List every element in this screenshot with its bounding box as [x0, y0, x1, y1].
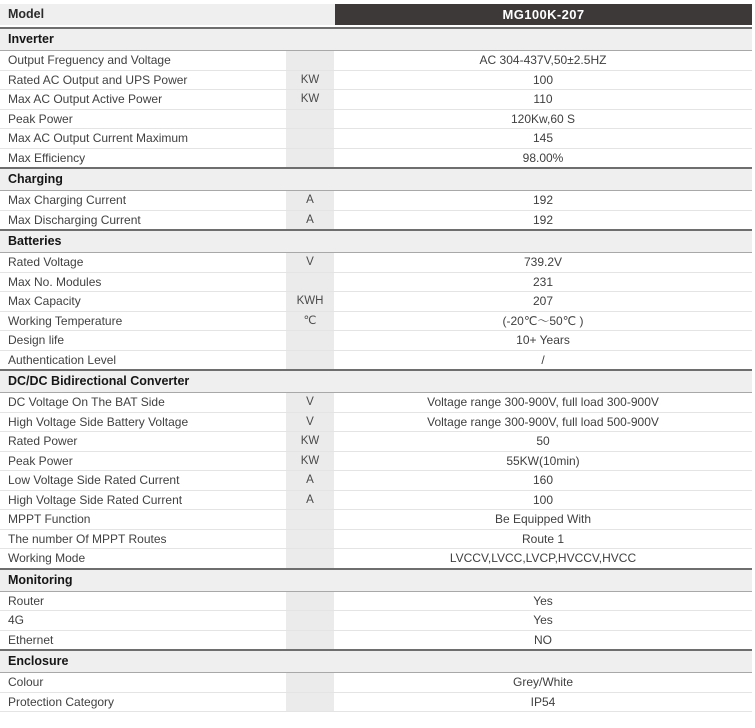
row-label: Colour: [8, 675, 44, 689]
section-rows: [0, 191, 752, 229]
table-row: [0, 273, 752, 293]
row-label: Authentication Level: [8, 352, 117, 367]
row-value: Voltage range 300-900V, full load 300-900V: [427, 395, 659, 409]
table-row: [0, 631, 752, 650]
row-label: Max AC Output Current Maximum: [8, 131, 189, 145]
row-value: Be Equipped With: [494, 512, 592, 526]
table-row: [0, 471, 752, 491]
table-row: [0, 149, 752, 168]
table-row: [0, 530, 752, 550]
row-unit: KWH: [286, 292, 334, 311]
row-value: 55KW(10min): [506, 453, 580, 468]
row-value: 50: [536, 434, 550, 448]
table-row: [0, 129, 752, 149]
sections-container: [0, 27, 752, 712]
row-value: 10+ Years: [516, 333, 570, 347]
model-header-row: [0, 4, 752, 25]
row-label: Peak Power: [8, 111, 73, 126]
row-unit: [286, 110, 334, 129]
row-unit: [286, 693, 334, 712]
row-unit: A: [286, 471, 334, 490]
row-label: Max Charging Current: [8, 193, 127, 207]
table-row: [0, 211, 752, 230]
table-row: [0, 549, 752, 568]
row-unit: KW: [286, 432, 334, 451]
table-row: [0, 90, 752, 110]
section-monitoring: [0, 568, 752, 650]
section-rows: [0, 393, 752, 568]
row-label: Ethernet: [8, 632, 54, 647]
section-batteries: [0, 229, 752, 369]
table-row: [0, 452, 752, 472]
table-row: [0, 393, 752, 413]
row-unit: [286, 351, 334, 370]
row-label: Design life: [8, 333, 65, 347]
row-label: Max No. Modules: [8, 274, 102, 289]
row-label: Router: [8, 593, 45, 608]
row-value: Voltage range 300-900V, full load 500-900V: [427, 414, 659, 429]
table-row: [0, 592, 752, 612]
row-value: (-20℃～50℃ ): [502, 313, 584, 328]
section-inverter: [0, 27, 752, 167]
row-unit: [286, 510, 334, 529]
table-row: [0, 191, 752, 211]
row-value: 110: [533, 92, 553, 106]
row-value: Yes: [533, 613, 553, 627]
row-label: Rated AC Output and UPS Power: [8, 72, 188, 87]
table-row: [0, 693, 752, 713]
row-label: MPPT Function: [8, 512, 91, 526]
table-row: [0, 71, 752, 91]
row-label: Protection Category: [8, 694, 115, 709]
row-value: 231: [532, 274, 554, 289]
row-unit: [286, 273, 334, 292]
section-title: Monitoring: [0, 568, 752, 592]
row-unit: [286, 331, 334, 350]
table-row: [0, 491, 752, 511]
row-value: 160: [532, 473, 554, 487]
table-row: [0, 292, 752, 312]
row-unit: V: [286, 413, 334, 432]
row-value: IP54: [530, 694, 556, 709]
section-title: Inverter: [0, 27, 752, 51]
row-unit: [286, 549, 334, 568]
row-value: NO: [534, 632, 552, 647]
row-label: Working Mode: [8, 551, 86, 565]
row-label: Working Temperature: [8, 313, 123, 328]
section-title: Batteries: [0, 229, 752, 253]
section-dc-dc-bidirectional-converter: [0, 369, 752, 568]
section-rows: [0, 673, 752, 712]
row-unit: [286, 611, 334, 630]
section-rows: [0, 51, 752, 167]
row-label: Max Capacity: [8, 294, 81, 308]
row-value: Grey/White: [512, 675, 573, 689]
section-title: DC/DC Bidirectional Converter: [0, 369, 752, 393]
row-value: 739.2V: [523, 255, 563, 269]
row-value: 192: [532, 193, 554, 207]
row-unit: [286, 631, 334, 650]
row-unit: V: [286, 253, 334, 272]
row-label: High Voltage Side Battery Voltage: [8, 414, 189, 429]
row-value: 100: [532, 492, 554, 507]
section-enclosure: [0, 649, 752, 712]
table-row: [0, 432, 752, 452]
model-value: MG100K-207: [335, 4, 752, 25]
row-label: DC Voltage On The BAT Side: [8, 395, 165, 409]
row-label: Peak Power: [8, 453, 73, 468]
row-unit: KW: [286, 452, 334, 471]
row-value: 120Kw,60 S: [510, 111, 576, 126]
row-value: LVCCV,LVCC,LVCP,HVCCV,HVCC: [449, 551, 637, 565]
row-unit: A: [286, 491, 334, 510]
row-unit: ℃: [286, 312, 334, 331]
section-charging: [0, 167, 752, 229]
table-row: [0, 110, 752, 130]
row-label: Rated Power: [8, 434, 78, 448]
table-row: [0, 510, 752, 530]
row-value: Route 1: [521, 531, 565, 546]
row-value: /: [541, 352, 545, 367]
row-unit: [286, 129, 334, 148]
row-unit: [286, 530, 334, 549]
section-rows: [0, 253, 752, 369]
row-value: 207: [532, 294, 554, 308]
row-label: Rated Voltage: [8, 255, 84, 269]
row-unit: A: [286, 191, 334, 210]
section-title: Enclosure: [0, 649, 752, 673]
row-label: The number Of MPPT Routes: [8, 531, 167, 546]
section-rows: [0, 592, 752, 650]
section-title: Charging: [0, 167, 752, 191]
model-label: Model: [0, 4, 335, 25]
row-unit: [286, 51, 334, 70]
row-unit: [286, 592, 334, 611]
row-unit: A: [286, 211, 334, 230]
row-label: 4G: [8, 613, 25, 627]
row-unit: V: [286, 393, 334, 412]
row-unit: [286, 673, 334, 692]
row-value: AC 304-437V,50±2.5HZ: [479, 53, 607, 67]
row-value: 100: [532, 72, 554, 87]
table-row: [0, 611, 752, 631]
table-row: [0, 331, 752, 351]
row-value: 192: [532, 212, 554, 227]
table-row: [0, 351, 752, 370]
row-label: Output Freguency and Voltage: [8, 53, 171, 67]
table-row: [0, 312, 752, 332]
row-label: Low Voltage Side Rated Current: [8, 473, 180, 487]
row-label: Max Discharging Current: [8, 212, 141, 227]
row-unit: KW: [286, 90, 334, 109]
row-value: 145: [532, 131, 554, 145]
table-row: [0, 673, 752, 693]
table-row: [0, 413, 752, 433]
table-row: [0, 51, 752, 71]
table-row: [0, 253, 752, 273]
row-value: 98.00%: [522, 150, 564, 165]
row-label: Max Efficiency: [8, 150, 86, 165]
row-label: High Voltage Side Rated Current: [8, 492, 183, 507]
row-unit: KW: [286, 71, 334, 90]
row-unit: [286, 149, 334, 168]
row-label: Max AC Output Active Power: [8, 92, 163, 106]
row-value: Yes: [533, 593, 553, 608]
